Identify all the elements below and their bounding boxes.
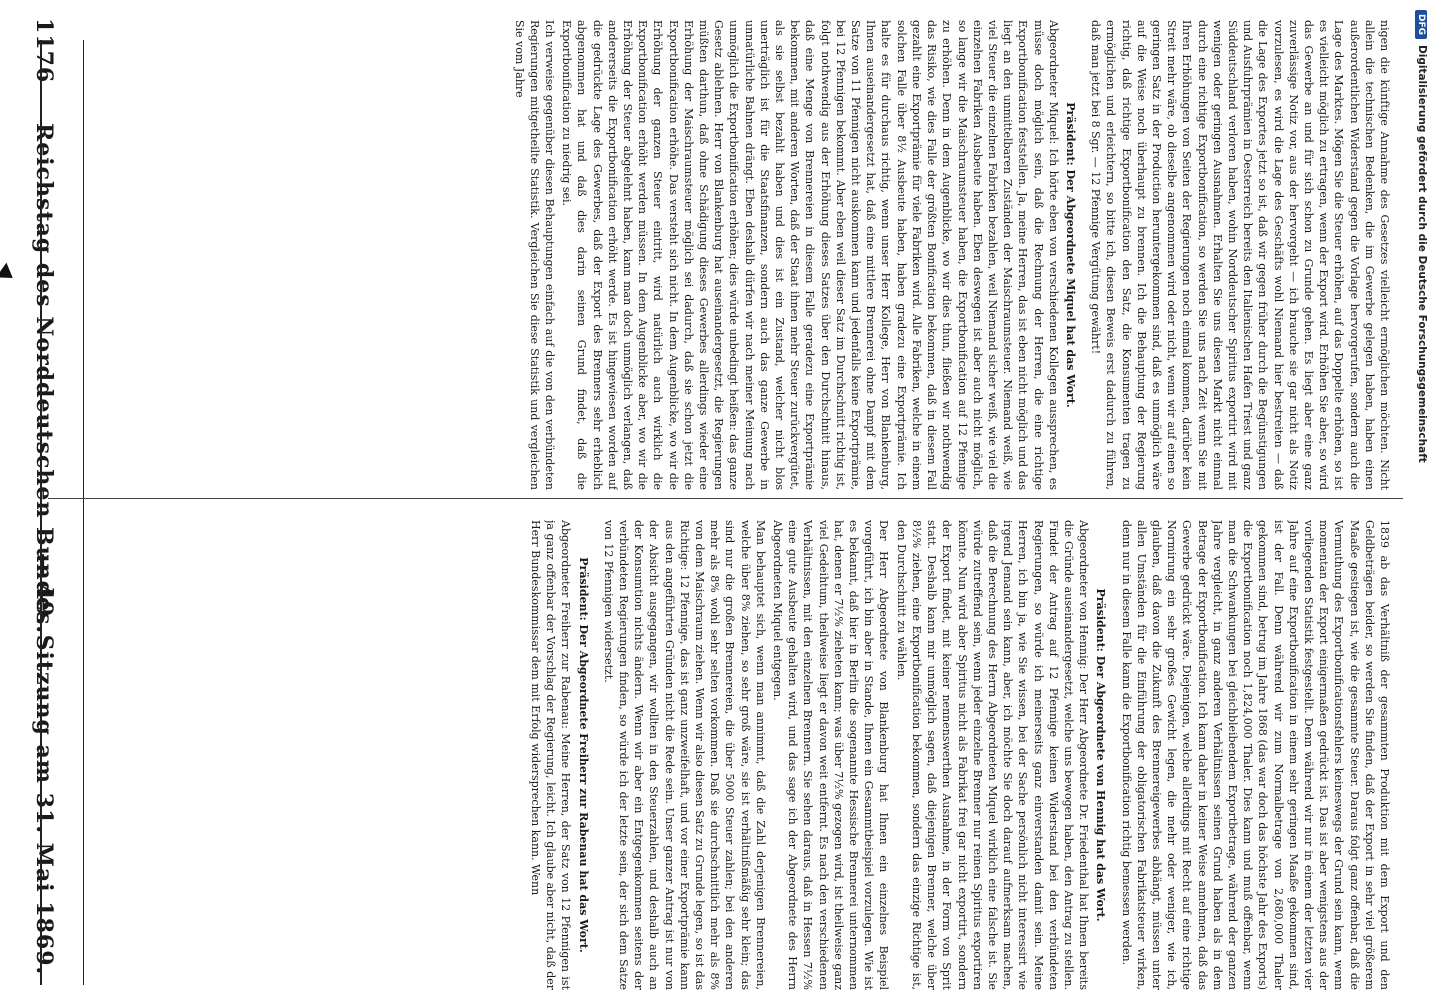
- president-announcement-rabenau: Präsident: Der Abgeordnete Freiherr zur Rabenau hat das Wort.: [576, 557, 590, 953]
- rabenau-speech-paragraph: Abgeordneter Freiherr zur Rabenau: Meine Herren, der Satz von 12 Pfennigen ist ja ganz offenbar der Vorschlag der Regierung, leicht. Ich glaube aber nicht, daß der Herr Bundeskommissar dem mit Erfolg widersprechen kann. Wenn: [529, 520, 573, 990]
- header-title-left: Reichstag des Norddeutschen Bundes.: [31, 123, 57, 635]
- digitization-credit: [1402, 10, 1428, 710]
- column-divider: [83, 40, 84, 985]
- miquel-speech-paragraph: Ich verweise gegenüber diesen Behauptungen einfach auf die von den verbündeten Regierungen mitgetheilte Statistik. Vergleichen Sie diese Statistik und vergleichen Sie vom Jahre: [512, 20, 557, 490]
- dfg-badge: DFG: [1415, 10, 1427, 39]
- right-text-column: [67, 520, 1392, 990]
- miquel-speech-paragraph: Abgeordneter Miquel: Ich hörte eben von verschiedenen Kollegen aussprechen, es müsse doch möglich sein, daß die Rechnung der Herren, die eine richtige Exportbonification feststellen. Ja, meine Herren, das ist eben nicht möglich und das liegt an den unmittelbaren Zuständen der Maischraumsteuer. Niemand weiß, wie viel Steuer die einzelnen Fabriken bezahlen, weil Niemand sicher weiß, wie viel die einzelnen Fabriken Ausbeute haben. Eben deswegen ist aber auch nicht möglich, so lange wir die Maischraumsteuer haben, die Exportbonification auf 12 Pfennige zu erhöhen. Denn in dem Augenblicke, wo wir dies thun, fließen wir nothwendig das Risiko, wie dies Falle der größten Bonification bekommen, daß in diesem Fall gezahlt eine Exportprämie für viele Fabriken wird. Alle Fabriken, welche in einem solchen Falle über 8½ Ausbeute haben, haben gradezu eine Exportprämie. Ich halte es für durchaus richtig, wenn unser Herr Kollege, Herr von Blankenburg, Ihnen auseinandergesetzt hat, daß eine mittlere Brennerei ohne Dampf mit dem Satze von 11 Pfennigen nicht auskommen kann und jedenfalls keine Exportprämie, bei 12 Pfennigen bekommt. Aber eben weil dieser Satz im Durchschnitt richtig ist, folgt nothwendig aus der Erhöhung dieses Satzes über den Durchschnitt hinaus, daß eine Menge von Brennereien in diesem Falle geradezu eine Exportprämie bekommen, mit anderen Worten, daß der Staat ihnen mehr Steuer zurückvergütet, als sie selbst bezahlt haben und dies ist ein Zustand, welcher nicht blos unerträglich ist für die Staatsfinanzen, sondern auch das ganze Gewerbe in unnatürliche Bahnen drängt. Eben deshalb dürfen wir nach meiner Meinung nach unmöglich die Exportbonification erhöhen; dies würde unbedingt heißen: das ganze Gesetz ablehnen. Herr von Blankenburg hat auseinandergesetzt, die Regierungen müßten darthun, daß ohne Schädigung dieses Gewerbes allerdings wieder eine Erhöhung der Maischraumsteuer möglich sei dadurch, daß sie schon jetzt die Exportbonification erhöhe. Das versteht sich nicht. In dem Augenblicke, wo wir die Erhöhung der ganzen Steuer eintritt, wird natürlich auch wirklich die Exportbonification erhöht werden müssen. In dem Augenblicke aber, wo wir die Erhöhung der Steuer abgelehnt haben, kann man doch unmöglich verlangen, daß andererseits die Exportbonification erhöht werde. Es ist hingewiesen worden auf die gedrückte Lage des Gewerbes, daß der Export des Brenners sehr erheblich abgenommen hat und daß dies darin seinen Grund findet, daß die Exportbonification zu niedrig sei.: [560, 20, 1060, 490]
- column-divider: [40, 40, 42, 985]
- left-text-column: [67, 20, 1392, 490]
- header-title-right: — 49. Sitzung am 31. Mai 1869.: [31, 553, 57, 976]
- president-announcement-hennig: Präsident: Der Abgeordnete von Hennig hat das Wort.: [1094, 588, 1108, 922]
- hennig-speech-paragraph: Man behauptet sich, wenn man annimmt, daß die Zahl derjenigen Brennereien, welche über 8% ziehen, so sehr groß wäre, sie ist verhältnißmäßig sehr klein; das sind nur die großen Brennereien, die über 5000 Steuer zahlen; bei den anderen mehr als 8% wohl sehr selten vorkommen. Daß sie durchschnittlich mehr als 8% von dem Maischraum ziehen. Wenn wir also diesen Satz zu Grunde legen, so ist das Richtige: 12 Pfennige, das ist ganz unzweifelhaft, und vor einer Exportprämie kann aus den angeführten Gründen nicht die Rede sein. Unser ganzer Antrag ist nur von der Absicht ausgegangen, wir wollten in den Steuerzahlen, und deshalb auch an der Konsumtion nichts ändern. Wenn wir aber ein Entgegenkommen seitens der verbündeten Regierungen finden, so würde ich der letzte sein, der sich dem Satze von 12 Pfennigen widersetzt.: [601, 520, 767, 990]
- left-column-paragraph: nigen die künftige Annahme des Gesetzes vielleicht ermöglichen möchten. Nicht allein die technischen Bedenken, die im Gewerbe gelegen haben, haben einen außerordentlichen Widerstand gegen die Vorlage hervorgerufen, sondern auch die Lage des Marktes. Mögen Sie die Steuer erhöhen, auf das Doppelte erhöhen, so ist es vielleicht möglich zu ertragen, wenn der Export wird. Erhöhen Sie aber, so wird das Gewerbe an und für sich schon zu Grunde gehen. Es liegt aber eine ganz zuverlässige Notiz vor, aus der hervorgeht — ich brauche sie gar nicht als Notiz vorzulesen, es wird die Lage des Geschäfts wohl Niemand hier bestreiten — daß die Lage des Exportes jetzt so ist, daß wir gegen früher durch die Begünstigungen und Ausfuhrprämien in Oesterreich bereits den Italienischen Hafen Triest und ganz Süddeutschland verloren haben, wohin Norddeutscher Spiritus exportirt wird mit wenigen oder geringen Ausnahmen. Erhalten Sie uns diesen Markt nicht einmal durch eine richtige Exportbonification, so werden Sie uns nach Zeit wenn Sie mit Ihren Erhöhungen von Seiten der Regierungen noch einmal kommen, darüber kein Streit mehr wäre, ob dieselbe angenommen wird oder nicht, wenn wir auf einen so geringen Satz in der Production heruntergekommen sind, daß es unmöglich wäre auf die Weise noch überhaupt zu brennen. Ich die Behauptung der Regierung richtig, daß richtige Exportbonification den Satz, die Konsumenten tragen zu ermöglichen und erleichtern, so bitte ich, diesen Beweis erst dadurch zu führen, daß man jetzt bei 8 Sgr. — 12 Pfennige Vergütung gewährt!: [1089, 20, 1391, 490]
- hennig-speech-paragraph: Abgeordneter von Hennig: Der Herr Abgeordnete Dr. Friedenthal hat Ihnen bereits die Gründe auseinandergesetzt, welche uns bewogen haben, den Antrag zu stellen. Findet der Antrag auf 12 Pfennige keinen Widerstand bei den verbündeten Regierungen, so würde ich meinerseits ganz einverstanden damit sein. Meine Herren, ich bin ja, wie Sie wissen, bei der Sache persönlich nicht interessirt wie irgend Jemand sein kann, aber, ich möchte Sie doch darauf aufmerksam machen, daß die Berechnung des Herrn Abgeordneten Miquel wirklich eine falsche ist. Sie würde zutreffend sein, wenn jeder einzelne Brenner nur reinen Spiritus exportiren könnte. Nun wird aber Spiritus nicht als Fabrikat frei gar nicht exportirt, sondern der Export findet, mit keiner nennenswerthen Ausnahme, in der Form von Sprit statt. Deshalb kann mir unmöglich sagen, daß diejenigen Brenner, welche über 8½% ziehen, eine Exportbonification bekommen, sondern das einzige Richtige ist, den Durchschnitt zu wählen.: [894, 520, 1091, 990]
- dfg-credit-text: Digitalisierung gefördert durch die Deutsche Forschungsgemeinschaft: [1416, 45, 1428, 463]
- page-number: 1176: [31, 18, 57, 84]
- right-column-paragraph: 1839 ab das Verhältniß der gesammten Produktion mit dem Export und den Geldbeträgen beider, so werden Sie finden, daß der Export in sehr viel größerem Maaße gestiegen ist, wie die gesammte Steuer. Daraus folgt ganz offenbar, daß die Vermuthung des Exportbonificationsfehlers keineswegs der Grund sein kann, wenn momentan der Export einigermaßen gedrückt ist. Das ist aber wenigstens aus der vorliegenden Statistik festgestellt. Denn während wir nur in einem der letzten vier Jahre auf eine Exportbonification in einem sehr geringen Maaße gekommen sind, ist der Fall. Denn während wir zum Normalbetrage von 2,680,000 Thaler gekommen sind, betrug im Jahre 1868 (das war doch das höchste Jahr des Exports) die Exportbonification noch 1,824,000 Thaler. Dies kann und muß offenbar, wenn man die Schwankungen bei gleichbleibendem Exportbetrage, während der ganzen Jahre vergleicht, in ganz anderen Verhältnissen seinen Grund haben als in dem Betrage der Exportbonification. Ich kann daher in keiner Weise annehmen, daß das Gewerbe gedrückt wäre. Diejenigen, welche allerdings mit Recht auf eine richtige Normirung ein sehr großes Gewicht legen, die mehr oder weniger, wie ich, glauben, daß davon die Zukunft des Brennereigewerbes abhängt, müssen unter allen Umständen für die Einführung der obligatorischen Fabrikatsteuer wirken, denn nur in diesem Falle kann die Exportbonification richtig bemessen werden.: [1119, 520, 1391, 990]
- center-rule: [48, 498, 1403, 499]
- president-announcement-miquel: Präsident: Der Abgeordnete Miquel hat das Wort.: [1063, 102, 1077, 408]
- hennig-speech-paragraph: Der Herr Abgeordnete von Blankenburg hat Ihnen ein einzelnes Beispiel vorgeführt, ich bin aber in Stande, Ihnen ein Gesammtbeispiel vorzulegen. Wie ist es bekannt, daß hier in Berlin die sogenannte Hessische Brennerei unternommen hat, denen er 7½% zieheten kann; was über 7½% gezogen wird, ist theilweise ganz viel Gedeihtum, theilweise liegt er davon weit entfernt. Es nach den verschiedenen Verhältnissen, mit den einzelnen Brennern. Sie sehen daraus, daß in Hessen 7½% eine gute Ausbeute gehalten wird, und das sage ich der Abgeordnete des Herrn Abgeordneten Miquel entgegen.: [771, 520, 891, 990]
